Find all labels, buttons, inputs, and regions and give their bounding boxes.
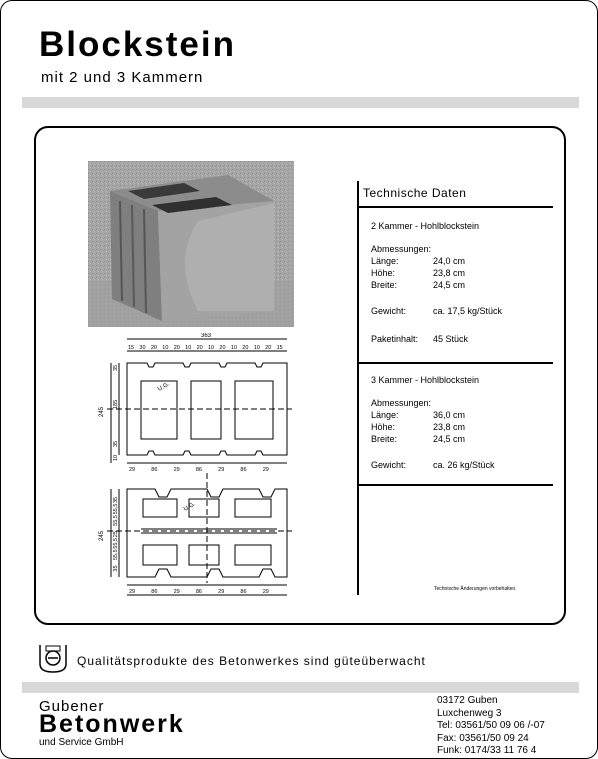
bottom-dim-label: 86 <box>240 467 247 473</box>
top-dim-label: 20 <box>265 345 272 351</box>
specs-heading: Technische Daten <box>363 186 467 200</box>
side-total-label-1: 245 <box>99 406 105 417</box>
block2-weight-value: ca. 26 kg/Stück <box>433 460 495 470</box>
block2-row-label: Breite: <box>371 434 398 444</box>
top-dim-label: 15 <box>276 345 283 351</box>
block2-row-value: 36,0 cm <box>433 410 466 420</box>
block1-row-label: Breite: <box>371 280 398 290</box>
address-street: Luxchenweg 3 <box>437 708 502 719</box>
top-dim-label: 20 <box>196 345 203 351</box>
top-dim-label: 20 <box>173 345 180 351</box>
bottom-dim-label: 29 <box>218 589 225 595</box>
header-band <box>22 97 579 108</box>
bottom-dim-label: 29 <box>218 467 225 473</box>
block1-weight-label: Gewicht: <box>371 306 407 316</box>
top-dim-label: 10 <box>185 345 192 351</box>
footer-band <box>22 682 579 693</box>
side-dim-label: 55,5 <box>113 549 119 561</box>
block2-weight-label: Gewicht: <box>371 460 407 470</box>
block2-name: 3 Kammer - Hohlblockstein <box>371 375 480 385</box>
side-dim-label: 10 <box>113 454 119 461</box>
side-dim-label: 35 <box>113 565 119 572</box>
bottom-dim-label: 29 <box>262 589 269 595</box>
block2-row-label: Länge: <box>371 410 399 420</box>
address-tel: Tel: 03561/50 09 06 /-07 <box>437 720 545 731</box>
bottom-dim-label: 86 <box>151 467 158 473</box>
block1-name: 2 Kammer - Hohlblockstein <box>371 221 480 231</box>
top-dim-label: 15 <box>128 345 135 351</box>
page-title: Blockstein <box>39 25 236 64</box>
side-total-label-2: 245 <box>99 530 105 541</box>
specs-rule-2 <box>358 362 553 364</box>
quality-seal-icon <box>37 642 69 674</box>
address-city: 03172 Guben <box>437 695 498 706</box>
top-dim-label: 30 <box>139 345 146 351</box>
bottom-dim-label: 86 <box>240 589 247 595</box>
bottom-dim-label: 86 <box>195 467 202 473</box>
bottom-dim-label: 29 <box>129 467 136 473</box>
company-name-line1: Gubener <box>39 698 105 715</box>
block1-pack-value: 45 Stück <box>433 334 469 344</box>
bottom-dim-label: 29 <box>173 589 180 595</box>
bottom-dim-label: 29 <box>173 467 180 473</box>
side-dim-label: 35 <box>113 364 119 371</box>
side-dim-label: 55,5 <box>113 515 119 526</box>
block1-row-value: 23,8 cm <box>433 268 466 278</box>
block1-weight-value: ca. 17,5 kg/Stück <box>433 306 503 316</box>
block1-dim-label: Abmessungen: <box>371 244 432 254</box>
block2-row-label: Höhe: <box>371 422 396 432</box>
company-name-line3: und Service GmbH <box>39 737 124 748</box>
block-photo <box>88 161 294 327</box>
bottom-dim-label: 86 <box>151 589 158 595</box>
stamp-label-1: U.G. <box>157 381 171 393</box>
address-fax: Fax: 03561/50 09 24 <box>437 733 529 744</box>
side-dim-label: 185 <box>113 399 119 409</box>
specs-rule-3 <box>358 484 553 486</box>
specs-divider <box>357 181 359 595</box>
block1-pack-label: Paketinhalt: <box>371 334 419 344</box>
technical-drawing <box>97 333 297 603</box>
top-dim-label: 10 <box>230 345 237 351</box>
page-subtitle: mit 2 und 3 Kammern <box>41 69 204 86</box>
changes-note: Technische Änderungen vorbehalten. <box>434 586 517 592</box>
top-dim-label: 20 <box>242 345 249 351</box>
block1-row-label: Höhe: <box>371 268 396 278</box>
top-total-label: 363 <box>201 333 212 339</box>
side-dim-label: 55,5 <box>113 503 119 515</box>
block1-row-value: 24,0 cm <box>433 256 466 266</box>
side-dim-label: 25 <box>113 531 119 538</box>
address-funk: Funk: 0174/33 11 76 4 <box>437 745 537 756</box>
side-dim-label: 35 <box>113 496 119 503</box>
top-dim-label: 10 <box>162 345 169 351</box>
block2-dim-label: Abmessungen: <box>371 398 432 408</box>
top-dim-label: 20 <box>150 345 157 351</box>
top-dim-label: 10 <box>208 345 215 351</box>
stamp-label-2: U.G. <box>183 501 197 513</box>
side-dim-label: 35 <box>113 440 119 447</box>
block2-row-value: 24,5 cm <box>433 434 466 444</box>
block2-row-value: 23,8 cm <box>433 422 466 432</box>
bottom-dim-label: 29 <box>129 589 136 595</box>
quality-statement: Qualitätsprodukte des Betonwerkes sind güteüberwacht <box>77 654 426 668</box>
specs-rule-1 <box>358 206 553 208</box>
side-dim-label: 55,5 <box>113 537 119 549</box>
block1-row-value: 24,5 cm <box>433 280 466 290</box>
top-dim-label: 20 <box>219 345 226 351</box>
bottom-dim-label: 29 <box>262 467 269 473</box>
bottom-dim-label: 86 <box>195 589 202 595</box>
top-dim-label: 10 <box>253 345 260 351</box>
block1-row-label: Länge: <box>371 256 399 266</box>
company-name-line2: Betonwerk <box>39 710 185 738</box>
